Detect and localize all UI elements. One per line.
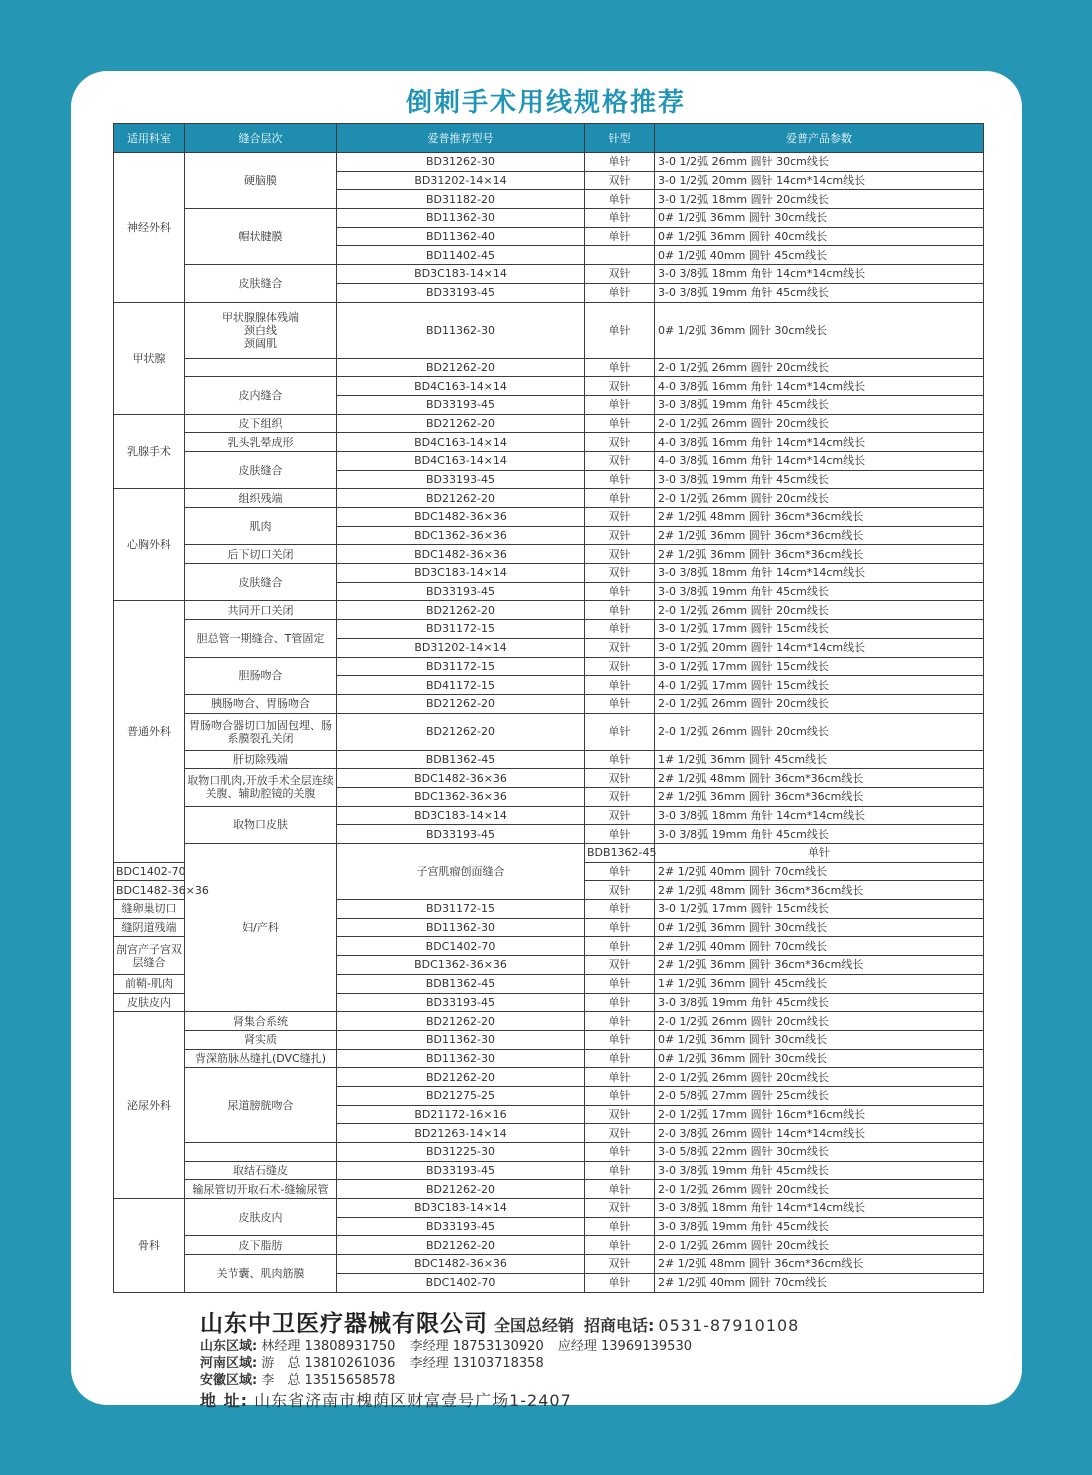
param-cell: 3-0 1/2弧 17mm 圆针 15cm线长 — [655, 900, 984, 919]
table-row — [114, 657, 984, 676]
layer-cell: 皮内缝合 — [185, 377, 337, 414]
needle-cell: 双针 — [585, 956, 655, 975]
model-cell: BD11362-40 — [337, 227, 585, 246]
layer-cell: 皮肤皮内 — [185, 1199, 337, 1236]
model-cell: BD11362-30 — [337, 1049, 585, 1068]
layer-cell: 前鞘-肌肉 — [114, 974, 185, 993]
header-layer: 缝合层次 — [185, 124, 337, 153]
model-cell: BDC1482-36×36 — [337, 769, 585, 788]
table-row — [114, 1255, 984, 1274]
contact: 林经理 13808931750 — [261, 1339, 396, 1354]
model-cell: BD21262-20 — [337, 414, 585, 433]
layer-cell: 尿道膀胱吻合 — [185, 1068, 337, 1143]
header-dept: 适用科室 — [114, 124, 185, 153]
needle-cell: 双针 — [585, 1199, 655, 1218]
model-cell: BD11362-30 — [337, 918, 585, 937]
model-cell: BD41172-15 — [337, 676, 585, 695]
layer-cell: 剖宫产子宫双层缝合 — [114, 937, 185, 974]
param-cell: 3-0 3/8弧 19mm 角针 45cm线长 — [655, 1161, 984, 1180]
model-cell: BDC1402-70 — [337, 1273, 585, 1292]
layer-cell: 子宫肌瘤创面缝合 — [337, 844, 585, 900]
needle-cell — [585, 246, 655, 265]
param-cell: 2# 1/2弧 40mm 圆针 70cm线长 — [655, 937, 984, 956]
table-row — [114, 209, 984, 228]
layer-cell: 胃肠吻合器切口加固包埋、肠系膜裂孔关闭 — [185, 713, 337, 750]
layer-cell: 乳头乳晕成形 — [185, 433, 337, 452]
model-cell: BD33193-45 — [337, 582, 585, 601]
model-cell: BD3C183-14×14 — [337, 265, 585, 284]
param-cell: 3-0 3/8弧 19mm 角针 45cm线长 — [655, 582, 984, 601]
param-cell: 2-0 1/2弧 26mm 圆针 20cm线长 — [655, 414, 984, 433]
layer-cell: 输尿管切开取石术-缝输尿管 — [185, 1180, 337, 1199]
layer-cell: 皮肤缝合 — [185, 265, 337, 302]
table-row — [114, 545, 984, 564]
layer-cell: 取物口肌肉,开放手术全层连续关腹、辅助腔镜的关腹 — [185, 769, 337, 806]
model-cell: BD11362-30 — [337, 209, 585, 228]
model-cell: BD21262-20 — [337, 713, 585, 750]
needle-cell: 单针 — [655, 844, 984, 863]
needle-cell: 单针 — [585, 1161, 655, 1180]
needle-cell: 单针 — [585, 582, 655, 601]
needle-cell: 单针 — [585, 209, 655, 228]
table-row — [114, 489, 984, 508]
model-cell: BD21262-20 — [337, 601, 585, 620]
model-cell: BD21262-20 — [337, 489, 585, 508]
model-cell: BD33193-45 — [337, 993, 585, 1012]
needle-cell: 单针 — [585, 1049, 655, 1068]
needle-cell: 单针 — [585, 713, 655, 750]
layer-cell: 缝阴道残端 — [114, 918, 185, 937]
contact: 李经理 13103718358 — [409, 1356, 544, 1371]
layer-cell: 皮下脂肪 — [185, 1236, 337, 1255]
layer-cell: 胆肠吻合 — [185, 657, 337, 694]
param-cell: 3-0 1/2弧 20mm 圆针 14cm*14cm线长 — [655, 638, 984, 657]
model-cell: BDC1402-70 — [337, 937, 585, 956]
layer-cell — [185, 1143, 337, 1162]
param-cell: 2# 1/2弧 40mm 圆针 70cm线长 — [655, 862, 984, 881]
needle-cell: 双针 — [585, 433, 655, 452]
model-cell: BD21275-25 — [337, 1086, 585, 1105]
dept-cell: 神经外科 — [114, 153, 185, 303]
model-cell: BD31225-30 — [337, 1143, 585, 1162]
table-row — [114, 844, 984, 863]
needle-cell: 单针 — [585, 918, 655, 937]
model-cell: BD21262-20 — [337, 1068, 585, 1087]
needle-cell: 单针 — [585, 694, 655, 713]
table-row — [114, 806, 984, 825]
company-name: 山东中卫医疗器械有限公司 — [200, 1311, 488, 1337]
region-anhui — [200, 1369, 799, 1386]
dept-cell: 普通外科 — [114, 601, 185, 862]
model-cell: BD4C163-14×14 — [337, 433, 585, 452]
needle-cell: 双针 — [585, 545, 655, 564]
needle-cell: 双针 — [585, 265, 655, 284]
param-cell: 2# 1/2弧 36mm 圆针 36cm*36cm线长 — [655, 956, 984, 975]
model-cell: BD21262-20 — [337, 694, 585, 713]
address-label: 地 址: — [200, 1391, 248, 1410]
param-cell: 1# 1/2弧 36mm 圆针 45cm线长 — [655, 750, 984, 769]
needle-cell: 双针 — [585, 1124, 655, 1143]
needle-cell: 双针 — [585, 526, 655, 545]
model-cell: BDC1362-36×36 — [337, 526, 585, 545]
layer-cell: 关节囊、肌肉筋膜 — [185, 1255, 337, 1292]
needle-cell: 双针 — [585, 508, 655, 527]
layer-cell: 共同开口关闭 — [185, 601, 337, 620]
param-cell: 2-0 1/2弧 17mm 圆针 16cm*16cm线长 — [655, 1105, 984, 1124]
param-cell: 2-0 1/2弧 26mm 圆针 20cm线长 — [655, 358, 984, 377]
param-cell: 3-0 3/8弧 19mm 角针 45cm线长 — [655, 470, 984, 489]
needle-cell: 双针 — [585, 451, 655, 470]
table-row — [114, 1143, 984, 1162]
layer-cell: 缝卵巢切口 — [114, 900, 185, 919]
needle-cell: 单针 — [585, 470, 655, 489]
dept-cell: 心胸外科 — [114, 489, 185, 601]
table-row — [114, 713, 984, 750]
param-cell: 2-0 1/2弧 26mm 圆针 20cm线长 — [655, 713, 984, 750]
param-cell: 3-0 3/8弧 18mm 角针 14cm*14cm线长 — [655, 1199, 984, 1218]
model-cell: BD33193-45 — [337, 283, 585, 302]
model-cell: BDB1362-45 — [337, 750, 585, 769]
table-row — [114, 153, 984, 172]
needle-cell: 单针 — [585, 620, 655, 639]
needle-cell: 单针 — [585, 1143, 655, 1162]
address-text: 山东省济南市槐荫区财富壹号广场1-2407 — [254, 1391, 572, 1410]
param-cell: 3-0 3/8弧 18mm 角针 14cm*14cm线长 — [655, 806, 984, 825]
needle-cell: 单针 — [585, 302, 655, 358]
region-name: 山东区域: — [200, 1339, 258, 1354]
needle-cell: 单针 — [585, 395, 655, 414]
layer-cell: 硬脑膜 — [185, 153, 337, 209]
layer-cell — [185, 358, 337, 377]
dept-cell: 泌尿外科 — [114, 1012, 185, 1199]
table-header-row — [114, 124, 984, 153]
needle-cell: 单针 — [585, 1068, 655, 1087]
needle-cell: 双针 — [585, 657, 655, 676]
param-cell: 2-0 1/2弧 26mm 圆针 20cm线长 — [655, 489, 984, 508]
param-cell: 2# 1/2弧 48mm 圆针 36cm*36cm线长 — [655, 1255, 984, 1274]
param-cell: 0# 1/2弧 36mm 圆针 30cm线长 — [655, 1049, 984, 1068]
param-cell: 0# 1/2弧 36mm 圆针 30cm线长 — [655, 302, 984, 358]
table-row — [114, 750, 984, 769]
model-cell: BD31172-15 — [337, 900, 585, 919]
table-row — [114, 508, 984, 527]
param-cell: 2-0 1/2弧 26mm 圆针 20cm线长 — [655, 1068, 984, 1087]
param-cell: 3-0 3/8弧 19mm 角针 45cm线长 — [655, 993, 984, 1012]
layer-cell: 肝切除残端 — [185, 750, 337, 769]
param-cell: 0# 1/2弧 36mm 圆针 40cm线长 — [655, 227, 984, 246]
needle-cell: 双针 — [585, 638, 655, 657]
region-henan — [200, 1352, 799, 1369]
model-cell: BDC1362-36×36 — [337, 956, 585, 975]
table-row — [114, 302, 984, 358]
model-cell: BDC1482-36×36 — [337, 545, 585, 564]
table-row — [114, 694, 984, 713]
param-cell: 2# 1/2弧 48mm 圆针 36cm*36cm线长 — [655, 508, 984, 527]
layer-cell: 皮肤缝合 — [185, 564, 337, 601]
needle-cell: 单针 — [585, 1273, 655, 1292]
model-cell: BD33193-45 — [337, 825, 585, 844]
header-params: 爱普产品参数 — [655, 124, 984, 153]
param-cell: 2# 1/2弧 36mm 圆针 36cm*36cm线长 — [655, 526, 984, 545]
model-cell: BD31202-14×14 — [337, 638, 585, 657]
param-cell: 2# 1/2弧 48mm 圆针 36cm*36cm线长 — [655, 769, 984, 788]
model-cell: BD11362-30 — [337, 1030, 585, 1049]
needle-cell: 双针 — [585, 1105, 655, 1124]
param-cell: 2# 1/2弧 48mm 圆针 36cm*36cm线长 — [655, 881, 984, 900]
model-cell: BDB1362-45 — [585, 844, 655, 863]
needle-cell: 双针 — [585, 769, 655, 788]
needle-cell: 单针 — [585, 414, 655, 433]
contact: 李经理 18753130920 — [409, 1339, 544, 1354]
param-cell: 2-0 1/2弧 26mm 圆针 20cm线长 — [655, 1180, 984, 1199]
param-cell: 2# 1/2弧 40mm 圆针 70cm线长 — [655, 1273, 984, 1292]
model-cell: BD33193-45 — [337, 395, 585, 414]
needle-cell: 单针 — [585, 974, 655, 993]
region-name: 河南区域: — [200, 1356, 258, 1371]
param-cell: 2-0 1/2弧 26mm 圆针 20cm线长 — [655, 694, 984, 713]
param-cell: 0# 1/2弧 36mm 圆针 30cm线长 — [655, 209, 984, 228]
param-cell: 2-0 1/2弧 26mm 圆针 20cm线长 — [655, 601, 984, 620]
model-cell: BD31202-14×14 — [337, 171, 585, 190]
table-row — [114, 1049, 984, 1068]
model-cell: BD21262-20 — [337, 1180, 585, 1199]
table-row — [114, 769, 984, 788]
needle-cell: 双针 — [585, 171, 655, 190]
investment-label: 招商电话: — [584, 1316, 655, 1335]
model-cell: BD11402-45 — [337, 246, 585, 265]
param-cell: 4-0 1/2弧 17mm 圆针 15cm线长 — [655, 676, 984, 695]
needle-cell: 双针 — [585, 1255, 655, 1274]
param-cell: 4-0 3/8弧 16mm 角针 14cm*14cm线长 — [655, 377, 984, 396]
param-cell: 3-0 1/2弧 17mm 圆针 15cm线长 — [655, 657, 984, 676]
region-name: 安徽区域: — [200, 1373, 258, 1388]
needle-cell: 单针 — [585, 283, 655, 302]
param-cell: 0# 1/2弧 36mm 圆针 30cm线长 — [655, 1030, 984, 1049]
model-cell: BD21172-16×16 — [337, 1105, 585, 1124]
needle-cell: 单针 — [585, 676, 655, 695]
needle-cell: 双针 — [585, 806, 655, 825]
layer-cell: 肾实质 — [185, 1030, 337, 1049]
model-cell: BD4C163-14×14 — [337, 451, 585, 470]
needle-cell: 单针 — [585, 1217, 655, 1236]
model-cell: BD3C183-14×14 — [337, 806, 585, 825]
param-cell: 2-0 5/8弧 27mm 圆针 25cm线长 — [655, 1086, 984, 1105]
table-row — [114, 451, 984, 470]
param-cell: 2-0 1/2弧 26mm 圆针 20cm线长 — [655, 1012, 984, 1031]
contact: 应经理 13969139530 — [557, 1339, 692, 1354]
model-cell: BD31172-15 — [337, 620, 585, 639]
param-cell: 2# 1/2弧 36mm 圆针 36cm*36cm线长 — [655, 545, 984, 564]
param-cell: 3-0 3/8弧 19mm 角针 45cm线长 — [655, 825, 984, 844]
layer-cell: 皮肤缝合 — [185, 451, 337, 488]
param-cell: 3-0 1/2弧 26mm 圆针 30cm线长 — [655, 153, 984, 172]
model-cell: BD4C163-14×14 — [337, 377, 585, 396]
param-cell: 4-0 3/8弧 16mm 角针 14cm*14cm线长 — [655, 433, 984, 452]
dept-cell: 甲状腺 — [114, 302, 185, 414]
needle-cell: 双针 — [585, 881, 655, 900]
model-cell: BDC1482-36×36 — [114, 881, 185, 900]
table-row — [114, 433, 984, 452]
layer-cell: 皮下组织 — [185, 414, 337, 433]
needle-cell: 单针 — [585, 358, 655, 377]
address — [200, 1388, 799, 1410]
dept-cell: 骨科 — [114, 1199, 185, 1292]
model-cell: BD33193-45 — [337, 470, 585, 489]
table-row — [114, 1180, 984, 1199]
model-cell: BD33193-45 — [337, 1161, 585, 1180]
param-cell: 3-0 5/8弧 22mm 圆针 30cm线长 — [655, 1143, 984, 1162]
needle-cell: 单针 — [585, 1086, 655, 1105]
needle-cell: 双针 — [585, 787, 655, 806]
needle-cell: 单针 — [585, 1030, 655, 1049]
layer-cell: 肾集合系统 — [185, 1012, 337, 1031]
param-cell: 0# 1/2弧 36mm 圆针 30cm线长 — [655, 918, 984, 937]
needle-cell: 单针 — [585, 1236, 655, 1255]
model-cell: BD3C183-14×14 — [337, 1199, 585, 1218]
needle-cell: 单针 — [585, 937, 655, 956]
needle-cell: 单针 — [585, 601, 655, 620]
param-cell: 3-0 1/2弧 17mm 圆针 15cm线长 — [655, 620, 984, 639]
spec-table — [113, 123, 984, 1293]
layer-cell: 后下切口关闭 — [185, 545, 337, 564]
table-row — [114, 1161, 984, 1180]
model-cell: BD21262-20 — [337, 1236, 585, 1255]
dept-cell: 妇/产科 — [185, 844, 337, 1012]
needle-cell: 单针 — [585, 993, 655, 1012]
model-cell: BDC1482-36×36 — [337, 508, 585, 527]
layer-cell: 帽状腱膜 — [185, 209, 337, 265]
needle-cell: 单针 — [585, 1180, 655, 1199]
param-cell: 1# 1/2弧 36mm 圆针 45cm线长 — [655, 974, 984, 993]
needle-cell: 双针 — [585, 377, 655, 396]
needle-cell: 双针 — [585, 564, 655, 583]
param-cell: 3-0 3/8弧 19mm 角针 45cm线长 — [655, 1217, 984, 1236]
layer-cell: 取物口皮肤 — [185, 806, 337, 843]
table-row — [114, 1236, 984, 1255]
table-row — [114, 1199, 984, 1218]
model-cell: BD21262-20 — [337, 358, 585, 377]
needle-cell: 单针 — [585, 825, 655, 844]
region-shandong — [200, 1335, 799, 1352]
model-cell: BD3C183-14×14 — [337, 564, 585, 583]
needle-cell: 单针 — [585, 750, 655, 769]
model-cell: BD31182-20 — [337, 190, 585, 209]
model-cell: BDC1402-70 — [114, 862, 185, 881]
table-row — [114, 1012, 984, 1031]
param-cell: 0# 1/2弧 40mm 圆针 45cm线长 — [655, 246, 984, 265]
needle-cell: 单针 — [585, 900, 655, 919]
layer-cell: 背深筋脉丛缝扎(DVC缝扎) — [185, 1049, 337, 1068]
model-cell: BD21262-20 — [337, 1012, 585, 1031]
model-cell: BD31262-30 — [337, 153, 585, 172]
param-cell: 2-0 1/2弧 26mm 圆针 20cm线长 — [655, 1236, 984, 1255]
param-cell: 3-0 1/2弧 18mm 圆针 20cm线长 — [655, 190, 984, 209]
needle-cell: 单针 — [585, 1012, 655, 1031]
header-needle: 针型 — [585, 124, 655, 153]
table-row — [114, 564, 984, 583]
param-cell: 4-0 3/8弧 16mm 角针 14cm*14cm线长 — [655, 451, 984, 470]
table-row — [114, 620, 984, 639]
page-title: 倒刺手术用线规格推荐 — [405, 88, 686, 118]
param-cell: 3-0 3/8弧 18mm 角针 14cm*14cm线长 — [655, 564, 984, 583]
dept-cell: 乳腺手术 — [114, 414, 185, 489]
model-cell: BDB1362-45 — [337, 974, 585, 993]
needle-cell: 单针 — [585, 862, 655, 881]
header-model: 爱普推荐型号 — [337, 124, 585, 153]
needle-cell: 单针 — [585, 153, 655, 172]
param-cell: 3-0 3/8弧 19mm 角针 45cm线长 — [655, 395, 984, 414]
contact: 李 总 13515658578 — [261, 1373, 396, 1388]
contact: 游 总 13810261036 — [261, 1356, 396, 1371]
table-body — [114, 153, 984, 1293]
table-row — [114, 414, 984, 433]
table-row — [114, 1030, 984, 1049]
param-cell: 2# 1/2弧 36mm 圆针 36cm*36cm线长 — [655, 787, 984, 806]
param-cell: 3-0 3/8弧 19mm 角针 45cm线长 — [655, 283, 984, 302]
param-cell: 3-0 1/2弧 20mm 圆针 14cm*14cm线长 — [655, 171, 984, 190]
needle-cell: 单针 — [585, 227, 655, 246]
layer-cell: 组织残端 — [185, 489, 337, 508]
table-row — [114, 1068, 984, 1087]
model-cell: BD33193-45 — [337, 1217, 585, 1236]
param-cell: 3-0 3/8弧 18mm 角针 14cm*14cm线长 — [655, 265, 984, 284]
model-cell: BDC1482-36×36 — [337, 1255, 585, 1274]
layer-cell: 甲状腺腺体残端 颈白线 颈阔肌 — [185, 302, 337, 358]
table-row — [114, 601, 984, 620]
layer-cell: 胆总管一期缝合、T管固定 — [185, 620, 337, 657]
needle-cell: 单针 — [585, 190, 655, 209]
table-row — [114, 377, 984, 396]
model-cell: BD31172-15 — [337, 657, 585, 676]
layer-cell: 胰肠吻合、胃肠吻合 — [185, 694, 337, 713]
table-row — [114, 358, 984, 377]
model-cell: BDC1362-36×36 — [337, 787, 585, 806]
needle-cell: 单针 — [585, 489, 655, 508]
layer-cell: 皮肤皮内 — [114, 993, 185, 1012]
layer-cell: 肌肉 — [185, 508, 337, 545]
model-cell: BD11362-30 — [337, 302, 585, 358]
layer-cell: 取结石缝皮 — [185, 1161, 337, 1180]
footer — [200, 1305, 799, 1410]
model-cell: BD21263-14×14 — [337, 1124, 585, 1143]
table-row — [114, 265, 984, 284]
param-cell: 2-0 3/8弧 26mm 圆针 14cm*14cm线长 — [655, 1124, 984, 1143]
investment-phone: 0531-87910108 — [658, 1316, 800, 1335]
national-distributor: 全国总经销 — [494, 1316, 575, 1335]
